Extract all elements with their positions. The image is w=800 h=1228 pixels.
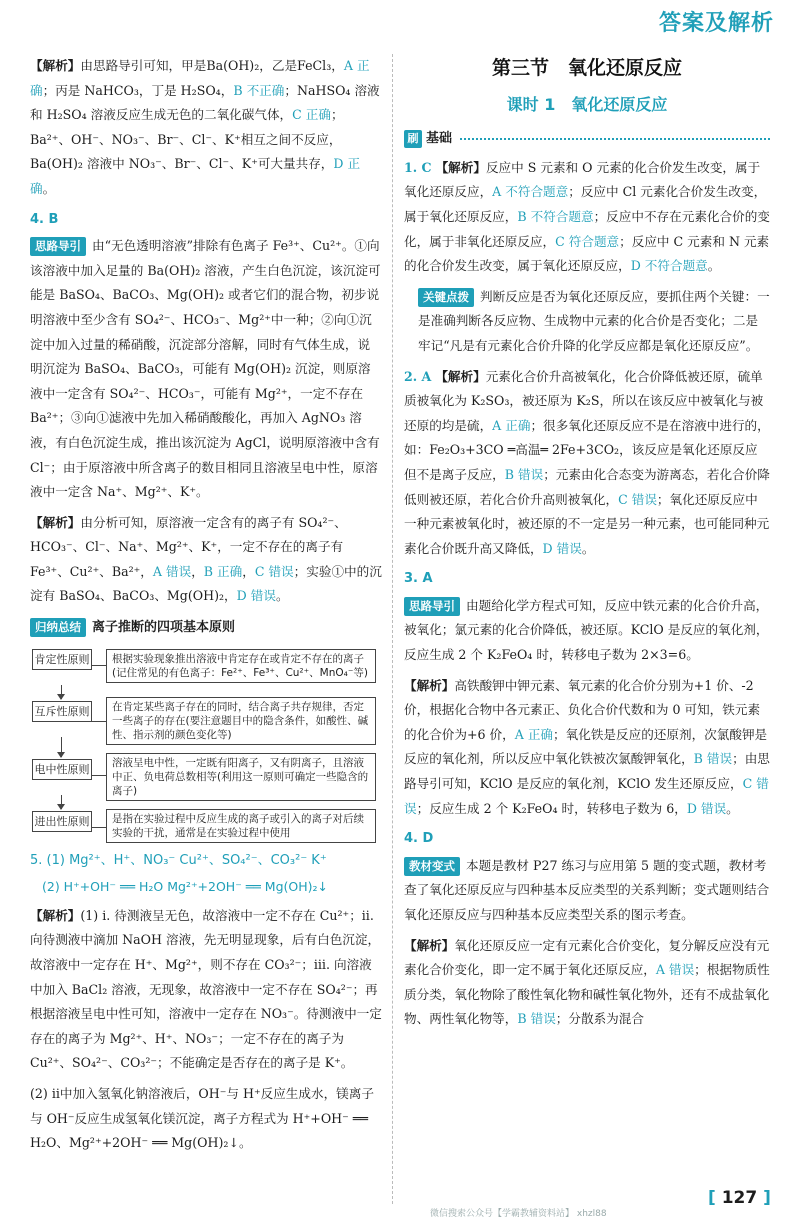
verdict: C 错误 xyxy=(254,563,294,579)
column-divider xyxy=(392,54,393,1204)
verdict: C 正确 xyxy=(292,107,331,123)
text: 。 xyxy=(581,540,595,556)
analysis-label: 【解析】 xyxy=(30,58,81,73)
guide-text: 由“无色透明溶液”排除有色离子 Fe³⁺、Cu²⁺。①向该溶液中加入足量的 Ba(OH)₂ 溶液，产生白色沉淀，该沉淀可能是 BaSO₄、BaCO₃、Mg(OH)₂ 或者它们的混合物，初步说明溶液中至少含有 SO₄²⁻、HCO₃⁻、Mg²⁺中一种；②向①沉淀中加入过量的稀硝酸，沉淀部分溶解，同时有气体生成，说明沉淀为 BaSO₄、BaCO₃，可能有 Mg(OH)₂ 沉淀，则原溶液中一定含有 SO₄²⁻、HCO₃⁻，可能有 Mg²⁺，一定不存在 Ba²⁺；③向①滤液中先加入稀硝酸酸化，再加入 AgNO₃ 溶液，有白色沉淀生成，推出该沉淀为 AgCl，说明原溶液中含有 Cl⁻；由于原溶液中所含离子的数目相同且溶液呈电中性，原溶液中一定含 Na⁺、Mg²⁺、K⁺。 xyxy=(30,238,381,500)
key-tag: 关键点拨 xyxy=(418,288,474,307)
text: 元素化合价升高被氧化，化合价降低被还原，硫单质被氧化为 K₂SO₃，被还原为 K₂S，所以在该反应中被氧化与被还原的均是硫， xyxy=(404,368,764,433)
q5-answer-2: (2) H⁺+OH⁻ ══ H₂O Mg²⁺+2OH⁻ ══ Mg(OH)₂↓ xyxy=(42,879,328,895)
text: ；反应中不存在元素化合价的变化，属于非氧化还原反应， xyxy=(404,208,770,249)
page-number-value: 127 xyxy=(721,1188,758,1208)
q4-analysis xyxy=(404,934,770,1032)
connector xyxy=(91,665,106,666)
verdict: B 错误 xyxy=(504,466,544,482)
q5-analysis xyxy=(30,904,382,1076)
text: ；由思路导引可知，KClO 是反应的氧化剂，KClO 发生还原反应， xyxy=(404,751,770,792)
verdict: C 错误 xyxy=(618,491,657,507)
summary-header xyxy=(30,615,382,641)
verdict: A 不符合题意 xyxy=(492,184,569,200)
left-column xyxy=(30,54,382,1162)
q5-analysis-2: (2) ⅱ中加入氢氧化钠溶液后，OH⁻与 H⁺反应生成水，镁离子与 OH⁻反应生成氢氧化镁沉淀，离子方程式为 H⁺+OH⁻ ══ H₂O、Mg²⁺+2OH⁻ ══ Mg(OH)₂↓。 xyxy=(30,1086,374,1151)
guide-tag: 思路导引 xyxy=(404,597,460,616)
right-column xyxy=(404,54,770,1038)
principle-label: 互斥性原则 xyxy=(32,701,92,722)
verdict: D 错误 xyxy=(686,800,727,816)
dotted-rule xyxy=(460,138,770,140)
connector xyxy=(91,775,106,776)
q1-key-point xyxy=(404,285,770,359)
connector xyxy=(91,827,106,828)
q4-number: 4. B xyxy=(30,211,59,227)
verdict: A 错误 xyxy=(655,962,695,978)
summary-tag: 归纳总结 xyxy=(30,618,86,637)
analysis-label: 【解析】 xyxy=(30,907,81,923)
q1-number: 1. C xyxy=(404,159,432,175)
section-title: 第三节 氧化还原反应 xyxy=(491,57,682,79)
text: (1) ⅰ. 待测液呈无色，故溶液中一定不存在 Cu²⁺；ⅱ. 向待测液中滴加 NaOH 溶液，先无明显现象，后有白色沉淀，故溶液中一定存在 H⁺、Mg²⁺，则不存在 CO₃²⁻；ⅲ. 向溶液中加入 BaCl₂ 溶液，无现象，故溶液中一定不存在 SO₄²⁻；再根据溶液呈电中性可知，溶液中一定存在 NO₃⁻。待测液中一定存在的离子为 Mg²⁺、H⁺、NO₃⁻；一定不存在的离子为 Cu²⁺、SO₄²⁻、CO₃²⁻；不能确定是否存在的离子是 K⁺。 xyxy=(30,907,382,1071)
summary-title: 离子推断的四项基本原则 xyxy=(92,620,236,636)
basics-header xyxy=(404,127,770,152)
analysis-label: 【解析】 xyxy=(30,514,81,530)
q3-analysis xyxy=(30,54,382,202)
key-text: 判断反应是否为氧化还原反应，要抓住两个关键：一是准确判断各反应物、生成物中元素的化合价是否变化；二是牢记“凡是有元素化合价升降的化学反应都是氧化还原反应”。 xyxy=(418,288,770,353)
variant-text: 本题是教材 P27 练习与应用第 5 题的变式题，教材考查了氧化还原反应与四种基本反应类型的关系判断；变式题则结合氧化还原反应与四种基本反应类型关系的图示考查。 xyxy=(404,857,770,922)
q3-analysis xyxy=(404,674,770,822)
watermark: 微信搜索公众号【学霸教辅资料站】 xhzl88 xyxy=(430,1209,607,1219)
text: ， xyxy=(242,563,255,579)
text: ；反应中 Cl 元素化合价发生改变，属于氧化还原反应， xyxy=(404,184,767,224)
principle-label: 肯定性原则 xyxy=(32,649,92,670)
page-number: [ 127 ] xyxy=(708,1188,771,1208)
text: ；实验①中的沉淀有 BaSO₄、BaCO₃、Mg(OH)₂， xyxy=(30,563,382,604)
text: 反应中 S 元素和 O 元素的化合价发生改变，属于氧化还原反应， xyxy=(404,159,761,200)
analysis-label: 【解析】 xyxy=(435,368,486,384)
text: ；反应中 C 元素和 N 元素的化合价发生改变，属于氧化还原反应， xyxy=(404,233,770,274)
text: ；丙是 NaHCO₃，丁是 H₂SO₄， xyxy=(42,82,234,98)
text: ；反应生成 2 个 K₂FeO₄ 时，转移电子数为 6， xyxy=(416,800,687,816)
principle-text: 根据实验现象推出溶液中肯定存在或肯定不存在的离子(记住常见的有色离子：Fe²⁺、Fe³⁺、Cu²⁺、MnO₄⁻等) xyxy=(106,649,376,683)
principle-text: 溶液呈电中性，一定既有阳离子，又有阴离子，且溶液中正、负电荷总数相等(利用这一原则可确定一些隐含的离子) xyxy=(106,753,376,801)
q1-analysis xyxy=(404,156,770,279)
q5-answer-1: 5. (1) Mg²⁺、H⁺、NO₃⁻ Cu²⁺、SO₄²⁻、CO₃²⁻ K⁺ xyxy=(30,852,327,868)
text: ；Ba²⁺、OH⁻、NO₃⁻、Br⁻、Cl⁻、K⁺相互之间不反应，Ba(OH)₂ 溶液中 NO₃⁻、Br⁻、Cl⁻、K⁺可大量共存， xyxy=(30,107,344,172)
principles-diagram xyxy=(30,647,378,845)
text: ；氧化还原反应中一种元素被氧化时，被还原的不一定是另一种元素，也可能同种元素化合价既升高又降低， xyxy=(404,491,770,556)
verdict: C 错误 xyxy=(404,776,769,816)
down-arrow-icon xyxy=(61,737,62,757)
text: 氧化还原反应一定有元素化合价变化，复分解反应没有元素化合价变化，即一定不属于氧化还原反应， xyxy=(404,937,770,978)
text: ；根据物质性质分类，氧化物除了酸性氧化物和碱性氧化物外，还有不成盐氧化物、两性氧化物等， xyxy=(404,962,770,1027)
verdict: B 错误 xyxy=(693,751,733,767)
connector xyxy=(91,721,106,722)
verdict: D 错误 xyxy=(236,588,276,604)
verdict: D 错误 xyxy=(542,540,582,556)
principle-text: 在肯定某些离子存在的同时，结合离子共存规律，否定一些离子的存在(要注意题目中的隐含条件，如酸性、碱性、指示剂的颜色变化等) xyxy=(106,697,376,745)
q3-guide xyxy=(404,594,770,668)
verdict: B 正确 xyxy=(203,563,243,579)
variant-tag: 教材变式 xyxy=(404,857,460,876)
brush-icon: 刷 xyxy=(404,130,422,148)
verdict: B 不符合题意 xyxy=(517,208,594,224)
principle-text: 是指在实验过程中反应生成的离子或引入的离子对后续实验的干扰，通常是在实验过程中使用 xyxy=(106,809,376,843)
q2-number: 2. A xyxy=(404,368,432,384)
verdict: A 错误 xyxy=(152,563,192,579)
analysis-label: 【解析】 xyxy=(404,937,455,953)
guide-text: 由题给化学方程式可知，反应中铁元素的化合价升高，被氧化；氯元素的化合价降低，被还原。KClO 是反应的氧化剂，反应生成 2 个 K₂FeO₄ 时，转移电子数为 2×3=6。 xyxy=(404,597,769,663)
verdict: A 正确 xyxy=(514,726,554,742)
lesson-title: 课时 1 氧化还原反应 xyxy=(506,94,668,114)
text: ；氧化铁是反应的还原剂，次氯酸钾是反应的氧化剂，所以反应中氧化铁被次氯酸钾氧化， xyxy=(404,726,768,767)
text: ；NaHSO₄ 溶液和 H₂SO₄ 溶液反应生成无色的二氧化碳气体， xyxy=(30,82,380,123)
analysis-label: 【解析】 xyxy=(435,159,486,175)
text: 。 xyxy=(707,258,721,274)
guide-tag: 思路导引 xyxy=(30,237,86,256)
verdict: B 不正确 xyxy=(233,82,285,98)
verdict: C 符合题意 xyxy=(555,233,620,249)
text: ；元素由化合态变为游离态，若化合价降低则被还原，若化合价升高则被氧化， xyxy=(404,466,770,507)
verdict: B 错误 xyxy=(517,1011,556,1027)
q4-number: 4. D xyxy=(404,831,434,847)
text: 由思路导引可知，甲是Ba(OH)₂，乙是FeCl₃， xyxy=(80,58,344,73)
q4-variant xyxy=(404,854,770,928)
text: ；很多氧化还原反应不是在溶液中进行的，如：Fe₂O₃+3CO ═高温═ 2Fe+3CO₂，该反应是氧化还原反应但不是离子反应， xyxy=(404,417,770,482)
verdict: A 正确 xyxy=(492,417,531,433)
text: 由分析可知，原溶液一定含有的离子有 SO₄²⁻、HCO₃⁻、Cl⁻、Na⁺、Mg²⁺、K⁺，一定不存在的离子有 Fe³⁺、Cu²⁺、Ba²⁺， xyxy=(30,514,347,579)
down-arrow-icon xyxy=(61,685,62,699)
text: 高铁酸钾中钾元素、氧元素的化合价分别为+1 价、-2 价，根据化合物中各元素正、负化合价代数和为 0 可知，铁元素的化合价为+6 价， xyxy=(404,677,761,742)
text: ；分散系为混合 xyxy=(555,1011,644,1027)
q4-analysis xyxy=(30,511,382,609)
q2-analysis xyxy=(404,365,770,562)
principle-label: 电中性原则 xyxy=(32,759,92,780)
text: 。 xyxy=(726,800,739,816)
page-header xyxy=(0,0,800,52)
verdict: D 不符合题意 xyxy=(630,258,708,274)
principle-label: 进出性原则 xyxy=(32,811,92,832)
q4-guide xyxy=(30,234,382,505)
verdict: D 正确 xyxy=(30,156,361,196)
basics-label: 基础 xyxy=(426,131,453,147)
analysis-label: 【解析】 xyxy=(404,677,455,693)
down-arrow-icon xyxy=(61,795,62,809)
answers-section-title: 答案及解析 xyxy=(658,11,774,36)
text: 。 xyxy=(42,180,56,196)
text: ， xyxy=(191,563,204,579)
verdict: A 正确 xyxy=(30,58,370,98)
q3-number: 3. A xyxy=(404,571,433,587)
text: 。 xyxy=(275,588,289,604)
